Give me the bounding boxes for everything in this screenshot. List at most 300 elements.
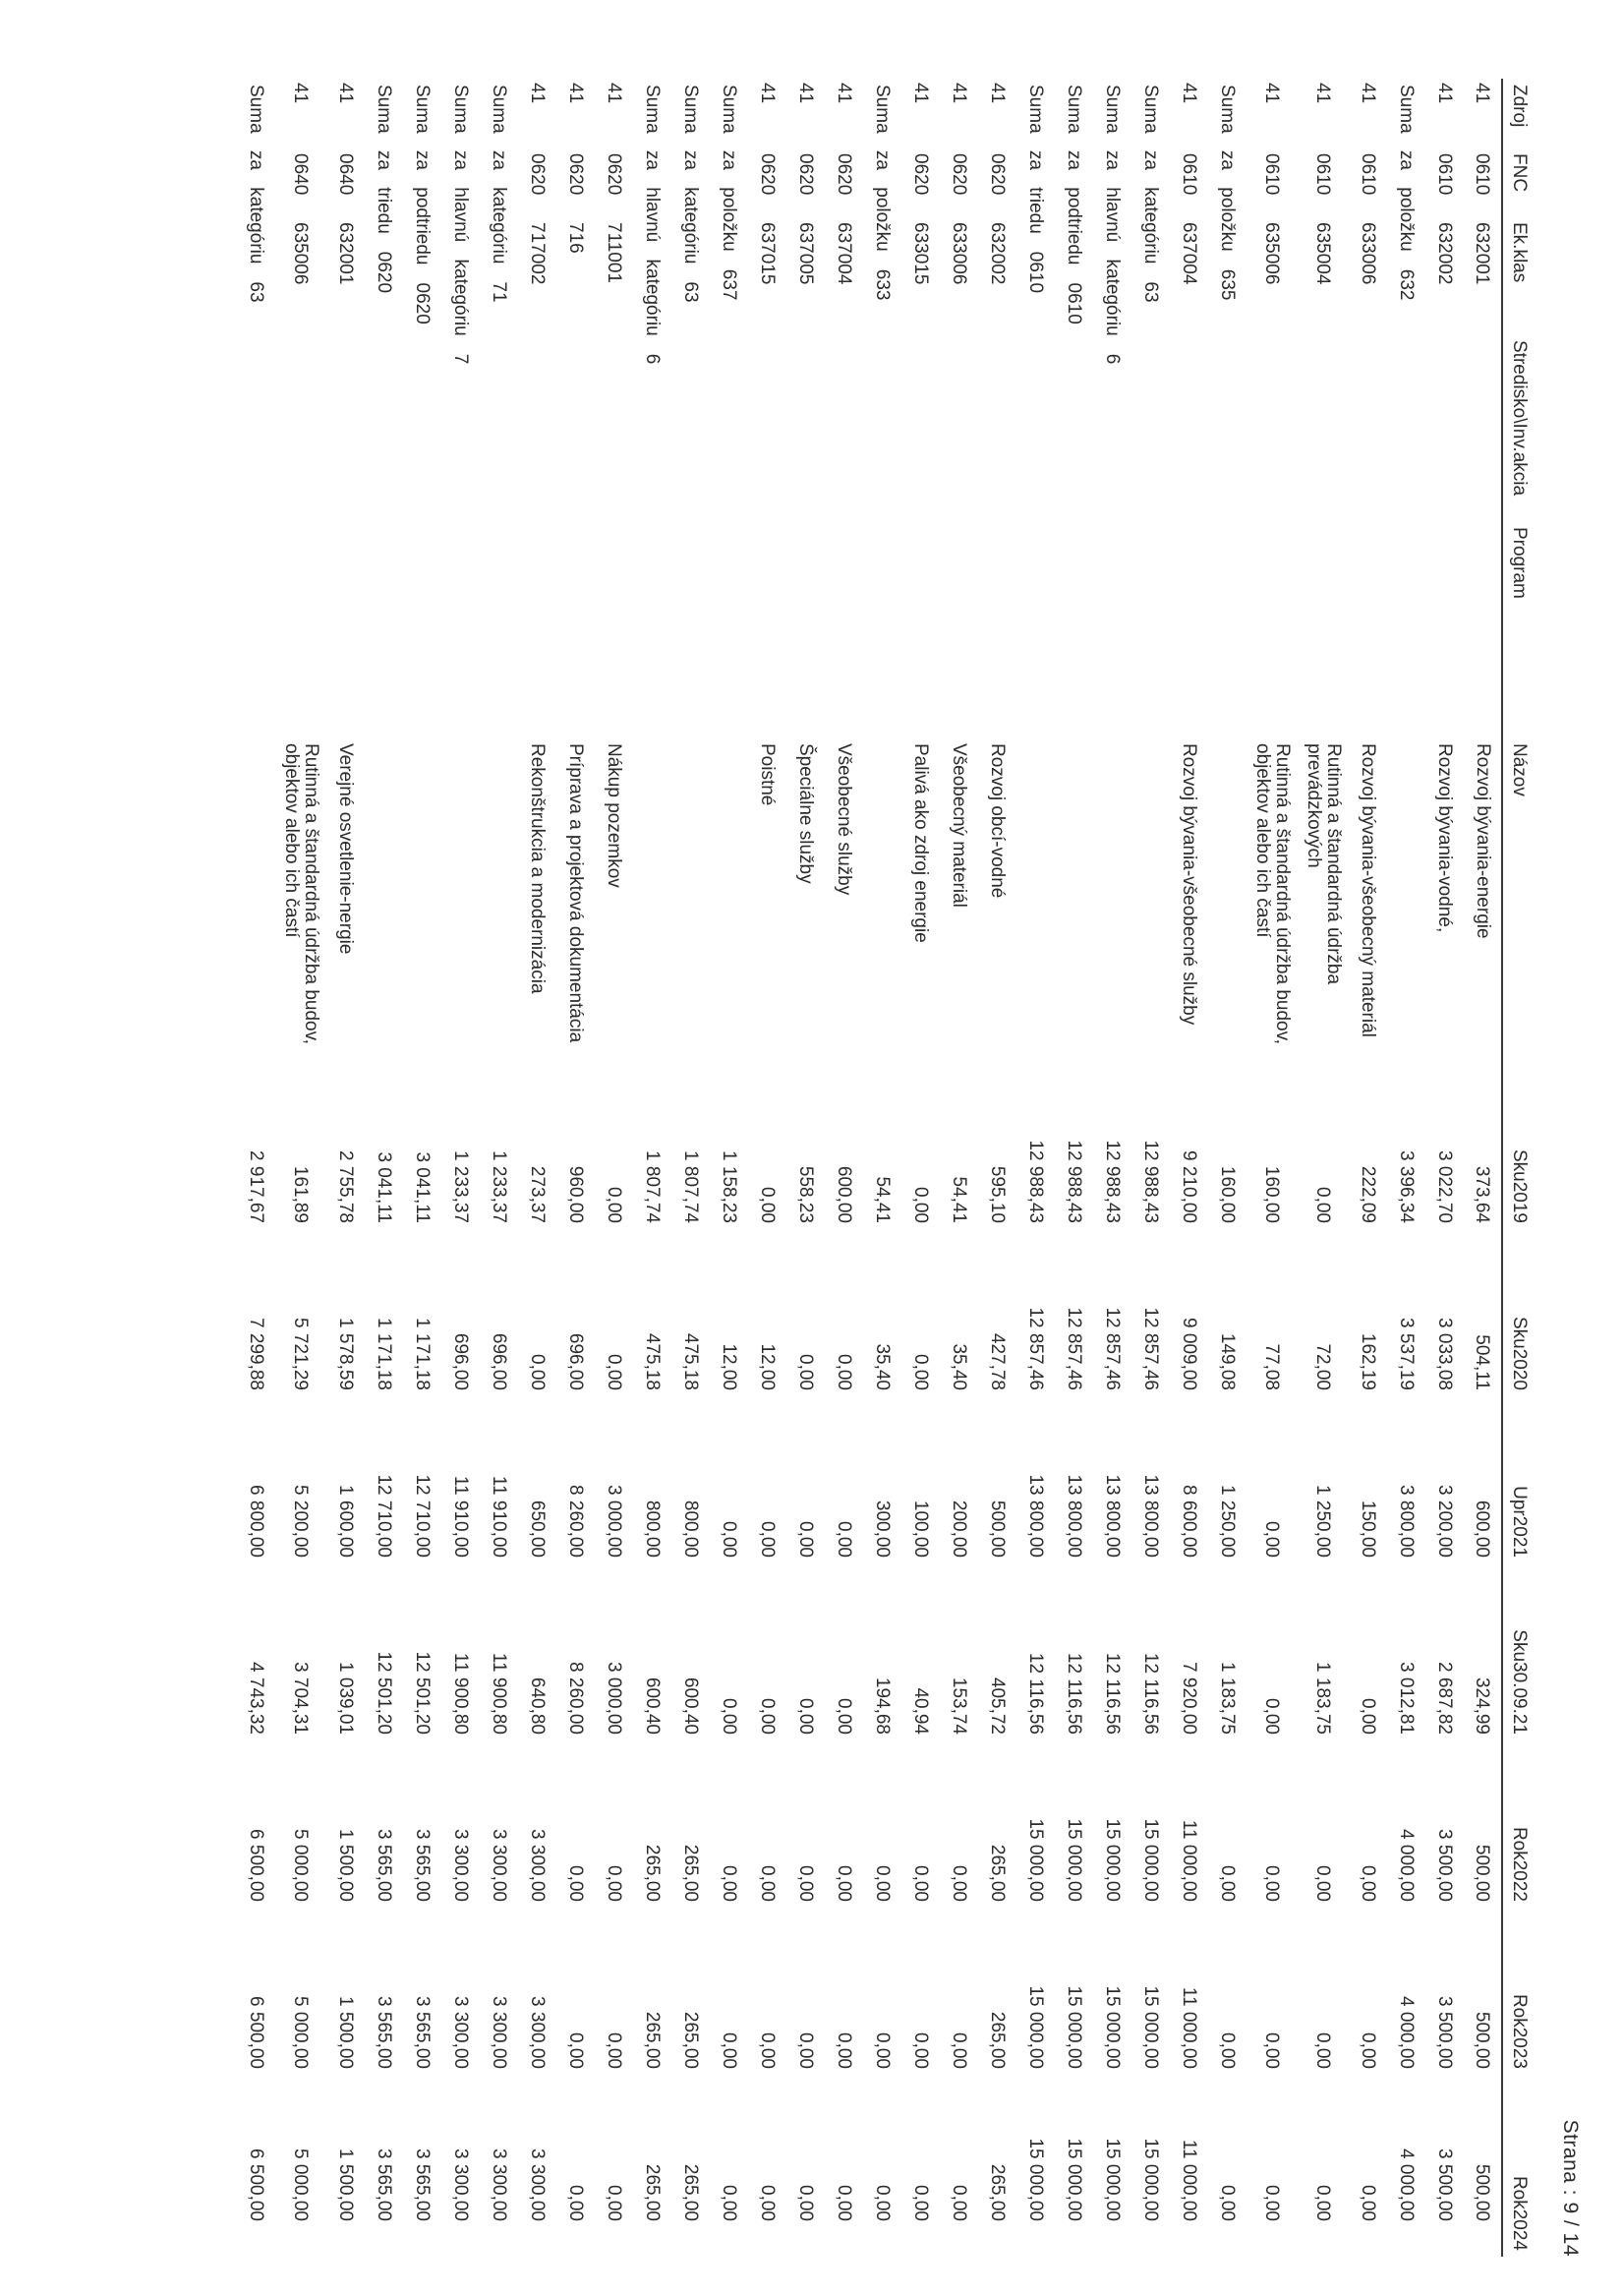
cell-zdroj: 41 (1261, 83, 1283, 104)
cell-fnc: 0610 (1261, 153, 1283, 196)
cell-upr2021: 0,00 (719, 1521, 739, 1558)
table-row (1425, 79, 1464, 2257)
col-header-sku3009: Sku30.09.21 (1502, 1563, 1540, 1740)
cell-rok2023: 265,00 (680, 2011, 701, 2069)
cell-sku2020: 3 537,19 (1396, 1318, 1417, 1390)
cell-rok2022: 3 565,00 (412, 1829, 433, 1902)
cell-ek-klas: 633006 (949, 222, 969, 285)
col-header-rok2023: Rok2023 (1502, 1908, 1540, 2075)
cell-program (901, 521, 940, 737)
cell-zdroj: 41 (335, 83, 356, 104)
table-row (275, 79, 326, 2257)
cell-rok2024: 0,00 (604, 2185, 624, 2221)
cell-sku2019: 1 233,37 (489, 1150, 509, 1223)
cell-upr2021: 100,00 (910, 1500, 931, 1558)
sum-row (863, 79, 901, 2257)
cell-sku3009: 0,00 (795, 1698, 816, 1735)
sum-row (237, 79, 275, 2257)
cell-sku2020: 72,00 (1312, 1343, 1334, 1390)
cell-upr2021: 500,00 (987, 1500, 1008, 1558)
sum-code: 637 (719, 268, 739, 301)
col-header-fnc: FNC (1502, 147, 1540, 216)
cell-sku2019: 2 755,78 (335, 1150, 356, 1223)
cell-sku3009: 0,00 (1261, 1698, 1283, 1735)
cell-rok2023: 0,00 (834, 2032, 854, 2069)
cell-sku2019: 161,89 (290, 1165, 312, 1223)
cell-upr2021: 12 710,00 (374, 1474, 394, 1558)
cell-upr2021: 13 800,00 (1064, 1474, 1084, 1558)
cell-sku2020: 475,18 (642, 1332, 663, 1390)
cell-zdroj: 41 (834, 83, 854, 104)
cell-stredisko (595, 334, 633, 521)
cell-rok2024: 3 300,00 (489, 2149, 509, 2221)
cell-zdroj: 41 (604, 83, 624, 104)
cell-sku3009: 12 116,56 (1140, 1652, 1161, 1735)
cell-fnc: 0620 (604, 153, 624, 196)
cell-program (1170, 521, 1208, 737)
cell-rok2024: 6 500,00 (246, 2149, 266, 2221)
col-header-nazov: Názov (1502, 737, 1540, 1067)
cell-fnc: 0610 (1472, 153, 1493, 196)
cell-rok2022: 11 000,00 (1179, 1819, 1199, 1902)
cell-upr2021: 13 800,00 (1102, 1474, 1123, 1558)
cell-sku2019: 54,41 (949, 1176, 969, 1223)
cell-sku2019: 9 210,00 (1179, 1150, 1199, 1223)
cell-upr2021: 0,00 (1261, 1521, 1283, 1558)
cell-fnc: 0620 (757, 153, 778, 196)
cell-fnc: 0620 (949, 153, 969, 196)
cell-rok2024: 0,00 (1358, 2185, 1378, 2221)
cell-sku2019: 0,00 (910, 1187, 931, 1223)
cell-sku2020: 12 857,46 (1102, 1307, 1123, 1390)
cell-upr2021: 1 250,00 (1312, 1485, 1334, 1558)
cell-sku3009: 0,00 (1358, 1698, 1378, 1735)
cell-zdroj: 41 (795, 83, 816, 104)
cell-rok2024: 3 565,00 (374, 2149, 394, 2221)
cell-sku2019: 600,00 (834, 1165, 854, 1223)
sum-row (1131, 79, 1170, 2257)
cell-program (326, 521, 365, 737)
cell-stredisko (978, 334, 1016, 521)
cell-fnc: 0620 (987, 153, 1008, 196)
cell-rok2024: 0,00 (757, 2185, 778, 2221)
cell-ek-klas: 717002 (527, 222, 548, 285)
table-row (595, 79, 633, 2257)
cell-rok2024: 0,00 (1312, 2185, 1334, 2221)
cell-zdroj: 41 (987, 83, 1008, 104)
sum-code: 7 (450, 353, 471, 365)
cell-rok2024: 3 500,00 (1434, 2149, 1455, 2221)
cell-rok2022: 0,00 (604, 1865, 624, 1902)
cell-sku2019: 12 988,43 (1140, 1140, 1161, 1223)
cell-stredisko (275, 334, 326, 521)
cell-stredisko (786, 334, 825, 521)
cell-program (595, 521, 633, 737)
sum-label: Suma za kategóriu (680, 85, 701, 265)
cell-upr2021: 600,00 (1472, 1500, 1493, 1558)
sum-row (1208, 79, 1246, 2257)
cell-rok2023: 3 300,00 (527, 1996, 548, 2069)
sum-code: 63 (246, 281, 266, 303)
cell-nazov: Všeobecný materiál (949, 743, 970, 908)
col-header-stredisko: Stredisko\Inv.akcia (1502, 334, 1540, 521)
sum-label: Suma za triedu (374, 85, 394, 234)
sum-label: Suma za položku (1396, 85, 1417, 252)
sum-label-cell (403, 79, 441, 1067)
sum-code: 0620 (374, 251, 394, 294)
sum-label: Suma za hlavnú kategóriu (450, 85, 471, 336)
cell-stredisko (825, 334, 863, 521)
cell-rok2022: 0,00 (834, 1865, 854, 1902)
cell-sku2020: 427,78 (987, 1332, 1008, 1390)
cell-fnc: 0620 (565, 153, 586, 196)
cell-rok2022: 265,00 (987, 1844, 1008, 1902)
cell-nazov: Špeciálne služby (795, 743, 817, 884)
cell-rok2023: 11 000,00 (1179, 1986, 1199, 2069)
cell-nazov: Rozvoj bývania-vodné, (1434, 743, 1456, 933)
cell-rok2023: 3 500,00 (1434, 1996, 1455, 2069)
sum-row (441, 79, 480, 2257)
table-row (1464, 79, 1502, 2257)
sum-label-cell (441, 79, 480, 1067)
cell-stredisko (1349, 334, 1387, 521)
cell-rok2024: 3 300,00 (527, 2149, 548, 2221)
cell-nazov: Rutinná a štandardná údržba prevádzkových (1304, 743, 1344, 985)
cell-upr2021: 200,00 (949, 1500, 969, 1558)
cell-upr2021: 6 800,00 (246, 1485, 266, 1558)
cell-rok2024: 0,00 (872, 2185, 893, 2221)
cell-rok2023: 0,00 (757, 2032, 778, 2069)
cell-sku3009: 3 012,81 (1396, 1662, 1417, 1735)
cell-program (748, 521, 786, 737)
cell-zdroj: 41 (1312, 83, 1334, 104)
cell-sku2020: 1 171,18 (412, 1318, 433, 1390)
sum-label: Suma za kategóriu (489, 85, 509, 265)
cell-fnc: 0640 (290, 153, 312, 196)
table-row (940, 79, 978, 2257)
cell-rok2022: 0,00 (757, 1865, 778, 1902)
table-row (556, 79, 595, 2257)
cell-ek-klas: 632002 (987, 222, 1008, 285)
cell-ek-klas: 632002 (1434, 222, 1455, 285)
cell-sku3009: 0,00 (757, 1698, 778, 1735)
cell-upr2021: 13 800,00 (1140, 1474, 1161, 1558)
sum-label: Suma za triedu (1025, 85, 1046, 234)
cell-program (978, 521, 1016, 737)
cell-nazov: Rozvoj obcí-vodné (987, 743, 1009, 899)
cell-sku2020: 1 171,18 (374, 1318, 394, 1390)
cell-sku2020: 1 578,59 (335, 1318, 356, 1390)
cell-rok2024: 0,00 (834, 2185, 854, 2221)
cell-sku2020: 475,18 (680, 1332, 701, 1390)
table-row (1246, 79, 1298, 2257)
cell-sku3009: 0,00 (834, 1698, 854, 1735)
cell-ek-klas: 633015 (910, 222, 931, 285)
sum-label-cell (1055, 79, 1093, 1067)
sum-code: 63 (1140, 281, 1161, 303)
cell-sku2019: 12 988,43 (1102, 1140, 1123, 1223)
col-header-rok2022: Rok2022 (1502, 1740, 1540, 1908)
cell-rok2022: 0,00 (1261, 1865, 1283, 1902)
sum-row (403, 79, 441, 2257)
sum-label-cell (237, 79, 275, 1067)
cell-rok2023: 265,00 (642, 2011, 663, 2069)
sum-code: 0610 (1025, 251, 1046, 294)
cell-rok2023: 3 300,00 (489, 1996, 509, 2069)
cell-sku2020: 0,00 (527, 1354, 548, 1390)
cell-rok2024: 265,00 (642, 2163, 663, 2221)
sum-code: 6 (642, 353, 663, 365)
table-header (1502, 79, 1540, 2257)
sum-label: Suma za hlavnú kategóriu (642, 85, 663, 336)
cell-rok2022: 500,00 (1472, 1844, 1493, 1902)
cell-stredisko (1464, 334, 1502, 521)
cell-sku2019: 160,00 (1217, 1165, 1238, 1223)
cell-rok2024: 1 500,00 (335, 2149, 356, 2221)
cell-sku2020: 35,40 (872, 1343, 893, 1390)
cell-stredisko (326, 334, 365, 521)
cell-rok2024: 0,00 (565, 2185, 586, 2221)
cell-rok2024: 0,00 (949, 2185, 969, 2221)
sum-label: Suma za kategóriu (246, 85, 266, 265)
col-header-ek-klas: Ek.klas (1502, 216, 1540, 334)
cell-program (786, 521, 825, 737)
cell-sku3009: 12 501,20 (374, 1651, 394, 1735)
table-row (518, 79, 556, 2257)
cell-rok2023: 265,00 (987, 2011, 1008, 2069)
cell-rok2023: 15 000,00 (1025, 1985, 1046, 2069)
cell-rok2022: 0,00 (949, 1865, 969, 1902)
cell-rok2023: 0,00 (1312, 2032, 1334, 2069)
cell-rok2024: 15 000,00 (1102, 2138, 1123, 2221)
cell-sku2020: 696,00 (489, 1332, 509, 1390)
cell-program (556, 521, 595, 737)
cell-rok2024: 500,00 (1472, 2163, 1493, 2221)
cell-upr2021: 800,00 (680, 1500, 701, 1558)
table-row (1349, 79, 1387, 2257)
cell-sku2020: 0,00 (604, 1354, 624, 1390)
cell-stredisko (1246, 334, 1298, 521)
cell-sku3009: 4 743,32 (246, 1662, 266, 1735)
cell-rok2024: 3 300,00 (450, 2149, 471, 2221)
col-header-upr2021: Upr2021 (1502, 1396, 1540, 1563)
cell-upr2021: 11 910,00 (489, 1475, 509, 1558)
cell-rok2024: 265,00 (680, 2163, 701, 2221)
cell-nazov: Všeobecné služby (834, 743, 855, 896)
cell-sku3009: 2 687,82 (1434, 1662, 1455, 1735)
cell-ek-klas: 635004 (1312, 222, 1334, 285)
page-number: Strana : 9 / 14 (1559, 2119, 1582, 2257)
table-row (901, 79, 940, 2257)
cell-zdroj: 41 (1434, 83, 1455, 104)
budget-table (237, 79, 1540, 2257)
sum-code: 0610 (1064, 282, 1084, 324)
cell-ek-klas: 632001 (1472, 222, 1493, 285)
sum-row (633, 79, 671, 2257)
cell-rok2022: 0,00 (1358, 1865, 1378, 1902)
cell-rok2023: 0,00 (872, 2032, 893, 2069)
table-body (237, 79, 1502, 2257)
cell-rok2022: 6 500,00 (246, 1829, 266, 1902)
cell-sku3009: 12 501,20 (412, 1651, 433, 1735)
cell-rok2022: 15 000,00 (1140, 1818, 1161, 1902)
cell-upr2021: 0,00 (757, 1521, 778, 1558)
sum-label-cell (1016, 79, 1055, 1067)
cell-rok2023: 6 500,00 (246, 1996, 266, 2069)
sum-label: Suma za položku (1217, 85, 1238, 252)
cell-rok2024: 0,00 (910, 2185, 931, 2221)
sum-label: Suma za položku (719, 85, 739, 252)
cell-upr2021: 0,00 (795, 1521, 816, 1558)
cell-stredisko (1425, 334, 1464, 521)
sum-label: Suma za podtriedu (412, 85, 433, 265)
cell-rok2024: 15 000,00 (1025, 2138, 1046, 2221)
cell-rok2022: 3 300,00 (527, 1829, 548, 1902)
cell-rok2023: 3 300,00 (450, 1996, 471, 2069)
cell-ek-klas: 633006 (1358, 222, 1378, 285)
cell-sku2019: 3 396,34 (1396, 1150, 1417, 1223)
cell-stredisko (556, 334, 595, 521)
cell-rok2023: 0,00 (949, 2032, 969, 2069)
cell-sku2019: 1 807,74 (642, 1150, 663, 1223)
sum-code: 0620 (412, 282, 433, 324)
cell-fnc: 0610 (1434, 153, 1455, 196)
cell-rok2022: 15 000,00 (1064, 1818, 1084, 1902)
cell-sku2020: 9 009,00 (1179, 1318, 1199, 1390)
cell-upr2021: 650,00 (527, 1500, 548, 1558)
cell-program (518, 521, 556, 737)
cell-rok2023: 0,00 (910, 2032, 931, 2069)
cell-sku3009: 405,72 (987, 1677, 1008, 1735)
cell-program (1298, 521, 1349, 737)
cell-sku2020: 149,08 (1217, 1332, 1238, 1390)
cell-sku2020: 696,00 (450, 1332, 471, 1390)
sum-row (1016, 79, 1055, 2257)
col-header-program: Program (1502, 521, 1540, 737)
cell-sku3009: 194,68 (872, 1677, 893, 1735)
cell-stredisko (1298, 334, 1349, 521)
cell-sku2019: 160,00 (1261, 1165, 1283, 1223)
cell-sku3009: 8 260,00 (565, 1662, 586, 1735)
cell-rok2022: 5 000,00 (290, 1829, 312, 1902)
sum-label: Suma za podtriedu (1064, 85, 1084, 265)
cell-ek-klas: 635006 (1261, 222, 1283, 285)
cell-sku2020: 7 299,88 (246, 1318, 266, 1390)
cell-nazov: Poistné (757, 743, 779, 806)
col-header-sku2019: Sku2019 (1502, 1067, 1540, 1229)
cell-upr2021: 3 800,00 (1396, 1485, 1417, 1558)
cell-upr2021: 800,00 (642, 1500, 663, 1558)
cell-sku3009: 12 116,56 (1102, 1652, 1123, 1735)
sum-label-cell (710, 79, 748, 1067)
sum-row (1387, 79, 1425, 2257)
cell-upr2021: 300,00 (872, 1500, 893, 1558)
cell-rok2023: 3 565,00 (412, 1996, 433, 2069)
cell-sku2019: 1 158,23 (719, 1150, 739, 1223)
cell-ek-klas: 635006 (290, 222, 312, 285)
sum-row (480, 79, 518, 2257)
cell-rok2023: 0,00 (565, 2032, 586, 2069)
sum-code: 63 (680, 281, 701, 303)
cell-sku2019: 12 988,43 (1025, 1140, 1046, 1223)
sum-row (710, 79, 748, 2257)
cell-stredisko (518, 334, 556, 521)
cell-sku3009: 1 183,75 (1217, 1662, 1238, 1735)
cell-zdroj: 41 (910, 83, 931, 104)
sum-label-cell (633, 79, 671, 1067)
cell-zdroj: 41 (1472, 83, 1493, 104)
cell-rok2024: 4 000,00 (1396, 2149, 1417, 2221)
cell-upr2021: 8 600,00 (1179, 1485, 1199, 1558)
cell-fnc: 0610 (1358, 153, 1378, 196)
cell-rok2024: 0,00 (1217, 2185, 1238, 2221)
cell-program (940, 521, 978, 737)
sum-code: 6 (1102, 353, 1123, 365)
cell-nazov: Nákup pozemkov (604, 743, 625, 888)
cell-zdroj: 41 (290, 83, 312, 104)
cell-rok2022: 0,00 (1217, 1865, 1238, 1902)
cell-sku2019: 222,09 (1358, 1165, 1378, 1223)
cell-sku3009: 7 920,00 (1179, 1662, 1199, 1735)
cell-rok2023: 0,00 (1358, 2032, 1378, 2069)
cell-fnc: 0640 (335, 153, 356, 196)
cell-sku2020: 504,11 (1472, 1334, 1493, 1390)
cell-nazov: Rozvoj bývania-energie (1473, 743, 1493, 939)
cell-sku2019: 12 988,43 (1064, 1140, 1084, 1223)
cell-fnc: 0620 (795, 153, 816, 196)
cell-sku3009: 324,99 (1472, 1677, 1493, 1735)
cell-upr2021: 12 710,00 (412, 1474, 433, 1558)
cell-rok2023: 0,00 (719, 2032, 739, 2069)
cell-sku3009: 3 000,00 (604, 1662, 624, 1735)
cell-zdroj: 41 (1179, 83, 1199, 104)
cell-upr2021: 13 800,00 (1025, 1474, 1046, 1558)
cell-rok2023: 500,00 (1472, 2011, 1493, 2069)
cell-sku2019: 0,00 (757, 1187, 778, 1223)
cell-upr2021: 3 200,00 (1434, 1485, 1455, 1558)
sum-label-cell (365, 79, 403, 1067)
cell-sku2019: 2 917,67 (246, 1150, 266, 1223)
cell-fnc: 0620 (527, 153, 548, 196)
cell-nazov: Rozvoj bývania-všeobecné služby (1179, 743, 1200, 1026)
cell-rok2022: 0,00 (872, 1865, 893, 1902)
cell-ek-klas: 632001 (335, 222, 356, 285)
cell-ek-klas: 637004 (1179, 222, 1199, 285)
cell-ek-klas: 637015 (757, 222, 778, 285)
cell-nazov: Rutinná a štandardná údržba budov, objektov alebo ich častí (281, 743, 321, 1044)
col-header-zdroj: Zdroj (1502, 79, 1540, 147)
sum-label-cell (1208, 79, 1246, 1067)
sum-label: Suma za položku (872, 85, 893, 252)
cell-rok2023: 4 000,00 (1396, 1996, 1417, 2069)
cell-sku2020: 77,08 (1261, 1343, 1283, 1390)
cell-sku2019: 1 807,74 (680, 1150, 701, 1223)
cell-zdroj: 41 (757, 83, 778, 104)
cell-rok2024: 3 565,00 (412, 2149, 433, 2221)
cell-rok2024: 15 000,00 (1064, 2138, 1084, 2221)
cell-rok2022: 3 565,00 (374, 1829, 394, 1902)
cell-rok2024: 0,00 (795, 2185, 816, 2221)
cell-upr2021: 3 000,00 (604, 1485, 624, 1558)
sum-label-cell (1131, 79, 1170, 1067)
cell-zdroj: 41 (527, 83, 548, 104)
cell-sku3009: 1 183,75 (1312, 1662, 1334, 1735)
cell-rok2023: 0,00 (1217, 2032, 1238, 2069)
sum-label: Suma za kategóriu (1140, 85, 1161, 265)
cell-rok2022: 4 000,00 (1396, 1829, 1417, 1902)
sum-label-cell (863, 79, 901, 1067)
cell-ek-klas: 637004 (834, 222, 854, 285)
